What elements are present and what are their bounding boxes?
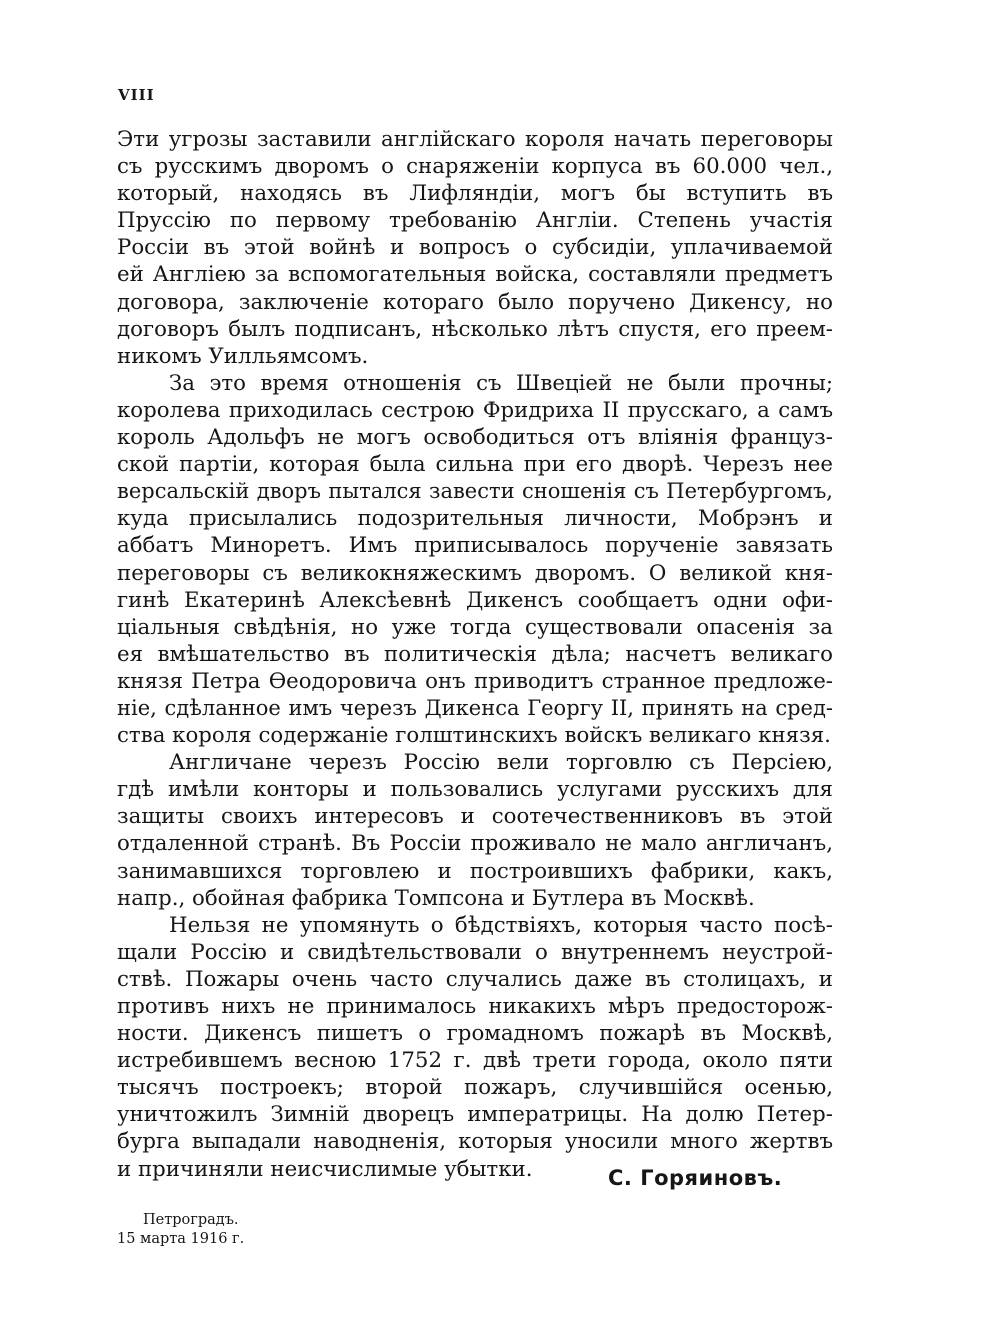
date-line: 15 марта 1916 г.: [117, 1231, 245, 1247]
text-line: Эти угрозы заставили англійскаго короля начать переговоры: [117, 127, 833, 152]
text-line: королева приходилась сестрою Фридриха II прусскаго, а самъ: [117, 397, 833, 423]
text-line: версальскій дворъ пытался завести сношенія съ Петербургомъ,: [117, 479, 833, 504]
body-text: [117, 126, 833, 1183]
text-line: противъ нихъ не принималось никакихъ мѣръ предосторож-: [117, 994, 833, 1019]
text-line: щали Россію и свидѣтельствовали о внутреннемъ неустрой-: [117, 939, 833, 965]
text-line: ея вмѣшательство въ политическія дѣла; насчетъ великаго: [117, 641, 833, 667]
text-line: Англичане черезъ Россію вели торговлю съ Персіею,: [169, 750, 833, 776]
text-line: король Адольфъ не могъ освободиться отъ вліянія француз-: [117, 425, 833, 451]
text-line: переговоры съ великокняжескимъ дворомъ. О великой кня-: [117, 560, 833, 586]
text-line: бурга выпадали наводненія, которыя уносили много жертвъ: [117, 1129, 833, 1155]
text-line: договора, заключеніе котораго было поручено Дикенсу, но: [117, 289, 833, 315]
text-line: ской партіи, которая была сильна при его дворѣ. Черезъ нее: [117, 452, 833, 478]
page-number: VIII: [118, 86, 155, 104]
text-line: никомъ Уилльямсомъ.: [117, 343, 369, 369]
text-line: ствѣ. Пожары очень часто случались даже въ столицахъ, и: [117, 966, 833, 992]
paragraph: [117, 912, 833, 1183]
text-line: князя Петра Өеодоровича онъ приводитъ странное предложе-: [117, 668, 833, 694]
text-line: истребившемъ весною 1752 г. двѣ трети города, около пяти: [117, 1048, 833, 1074]
text-line: Нельзя не упомянуть о бѣдствіяхъ, которыя часто посѣ-: [169, 912, 833, 938]
paragraph: [117, 370, 833, 749]
text-line: гдѣ имѣли конторы и пользовались услугами русскихъ для: [117, 777, 833, 803]
text-line: уничтожилъ Зимній дворецъ императрицы. На долю Петер-: [117, 1102, 833, 1128]
text-line: договоръ былъ подписанъ, нѣсколько лѣтъ спустя, его преем-: [117, 316, 833, 342]
text-line: напр., обойная фабрика Томпсона и Бутлера въ Москвѣ.: [117, 885, 755, 911]
place-date: [117, 1211, 244, 1249]
text-line: ей Англіею за вспомогательныя войска, составляли предметъ: [117, 262, 833, 288]
text-line: Россіи въ этой войнѣ и вопросъ о субсидіи, уплачиваемой: [117, 235, 833, 261]
text-line: отдаленной странѣ. Въ Россіи проживало не мало англичанъ,: [117, 831, 833, 857]
text-line: и причиняли неисчислимые убытки.: [117, 1156, 533, 1182]
paragraph: [117, 126, 833, 370]
text-line: гинѣ Екатеринѣ Алексѣевнѣ Дикенсъ сообщаетъ одни офи-: [117, 587, 833, 613]
author-signature: С. Горяиновъ.: [608, 1166, 783, 1190]
text-line: аббатъ Миноретъ. Имъ приписывалось порученіе завязать: [117, 533, 833, 559]
text-line: который, находясь въ Лифляндіи, могъ бы вступить въ: [117, 181, 833, 207]
text-line: ства короля содержаніе голштинскихъ войскъ великаго князя.: [117, 723, 831, 749]
text-line: защиты своихъ интересовъ и соотечественниковъ въ этой: [117, 804, 833, 830]
text-line: съ русскимъ дворомъ о снаряженіи корпуса въ 60.000 чел.,: [117, 154, 833, 180]
text-line: ности. Дикенсъ пишетъ о громадномъ пожарѣ въ Москвѣ,: [117, 1021, 833, 1047]
text-line: За это время отношенія съ Швеціей не были прочны;: [169, 370, 833, 396]
text-line: тысячъ построекъ; второй пожаръ, случившійся осенью,: [117, 1075, 833, 1101]
place-line: Петроградъ.: [143, 1212, 239, 1228]
text-line: ціальныя свѣдѣнія, но уже тогда существовали опасенія за: [117, 614, 833, 640]
text-line: Пруссію по первому требованію Англіи. Степень участія: [117, 208, 833, 234]
paragraph: [117, 749, 833, 912]
text-line: занимавшихся торговлею и построившихъ фабрики, какъ,: [117, 858, 833, 884]
text-line: куда присылались подозрительныя личности, Мобрэнъ и: [117, 506, 833, 532]
text-line: ніе, сдѣланное имъ черезъ Дикенса Георгу II, принять на сред-: [117, 695, 833, 720]
